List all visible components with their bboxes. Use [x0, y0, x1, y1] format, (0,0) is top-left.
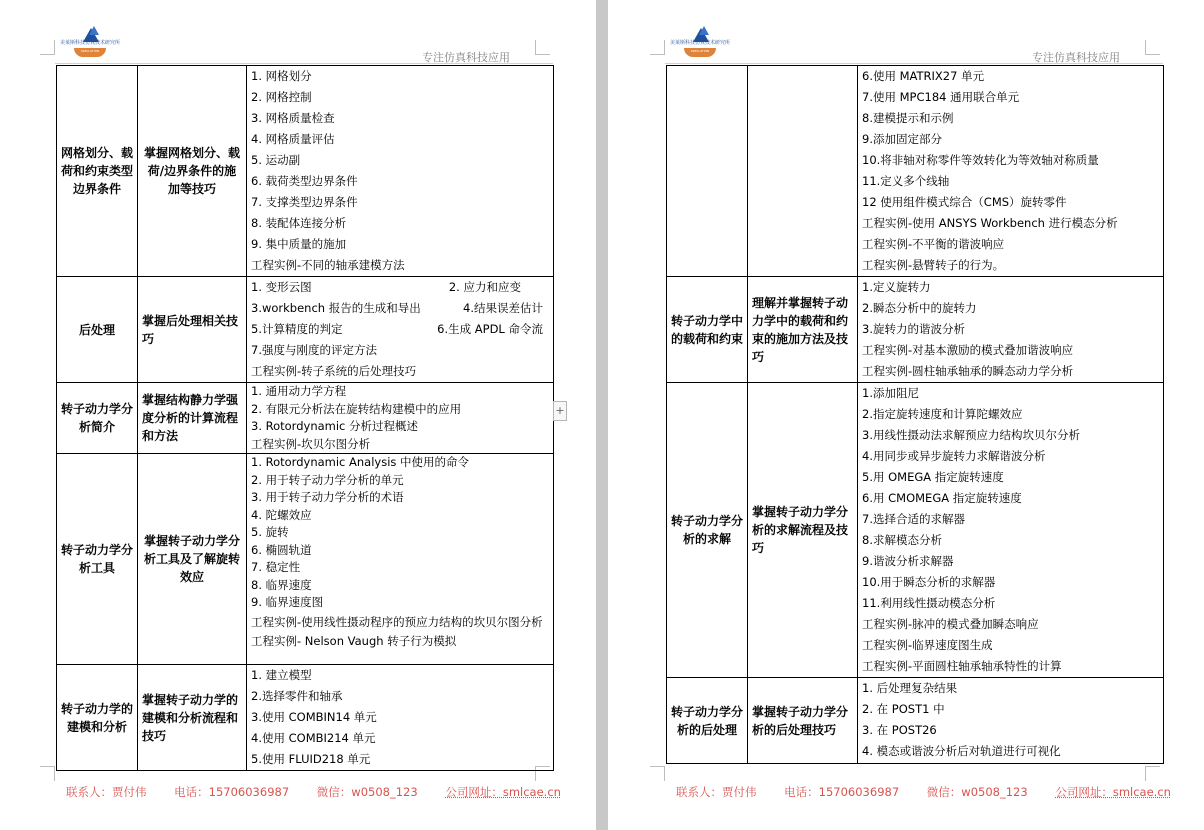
list-item: 10.将非轴对称零件等效转化为等效轴对称质量 [862, 153, 1099, 167]
list-item: 工程实例-不同的轴承建模方法 [251, 258, 405, 272]
list-item: 3.使用 COMBIN14 单元 [251, 710, 377, 724]
topic-cell: 转子动力学分析简介 [57, 383, 138, 454]
list-item: 5. 运动副 [251, 153, 301, 167]
list-item: 1. 后处理复杂结果 [862, 681, 958, 695]
list-item: 工程实例-使用 ANSYS Workbench 进行模态分析 [862, 216, 1118, 230]
list-item: 12 使用组件模式综合（CMS）旋转零件 [862, 195, 1067, 209]
list-item: 1. Rotordynamic Analysis 中使用的命令 [251, 455, 470, 469]
items-cell [247, 665, 554, 771]
list-item: 10.用于瞬态分析的求解器 [862, 575, 996, 589]
list-item: 4.用同步或异步旋转力求解谐波分析 [862, 449, 1046, 463]
header-tagline: 专注仿真科技应用 [1032, 51, 1120, 64]
goal-cell: 掌握结构静力学强度分析的计算流程和方法 [138, 383, 247, 454]
table-row [667, 277, 1164, 383]
list-item: 2. 用于转子动力学分析的单元 [251, 472, 404, 487]
topic-cell: 转子动力学分析的后处理 [667, 678, 748, 764]
table-row [667, 383, 1164, 678]
goal-cell [748, 66, 858, 277]
list-item: 2. 有限元分析法在旋转结构建模中的应用 [251, 401, 462, 416]
topic-cell: 网格划分、载荷和约束类型边界条件 [57, 66, 138, 277]
header-divider [55, 63, 553, 64]
list-item: 5. 旋转 [251, 525, 289, 539]
list-item: 2.选择零件和轴承 [251, 689, 343, 703]
list-item: 3. 在 POST26 [862, 723, 937, 737]
page-footer [66, 784, 585, 800]
list-item: 工程实例-平面圆柱轴承轴承特性的计算 [862, 659, 1062, 673]
crop-mark [1145, 40, 1160, 55]
header-divider [665, 63, 1163, 64]
list-item: 5.计算精度的判定 6.生成 APDL 命令流 [251, 322, 543, 336]
items-cell [858, 66, 1164, 277]
list-item: 工程实例-临界速度图生成 [862, 638, 993, 652]
list-item: 工程实例-转子系统的后处理技巧 [251, 364, 417, 378]
goal-cell: 掌握转子动力学分析工具及了解旋转效应 [138, 454, 247, 665]
topic-cell: 转子动力学分析的求解 [667, 383, 748, 678]
document-page-left [0, 0, 596, 830]
table-row [57, 277, 554, 383]
list-item: 2.瞬态分析中的旋转力 [862, 301, 977, 315]
list-item: 2.指定旋转速度和计算陀螺效应 [862, 407, 1023, 421]
list-item: 7. 稳定性 [251, 560, 301, 574]
footer-contact: 联系人：贾付伟 [66, 785, 147, 799]
list-item: 7. 支撑类型边界条件 [251, 195, 358, 209]
table-row [57, 454, 554, 665]
list-item: 8.建模提示和示例 [862, 111, 954, 125]
list-item: 3. 网格质量检查 [251, 111, 335, 125]
table-row [667, 678, 1164, 764]
list-item: 8. 装配体连接分析 [251, 216, 347, 230]
list-item: 1. 建立模型 [251, 668, 312, 682]
list-item: 7.使用 MPC184 通用联合单元 [862, 90, 1020, 104]
list-item: 6. 载荷类型边界条件 [251, 174, 358, 188]
items-cell [858, 277, 1164, 383]
goal-cell: 掌握后处理相关技巧 [138, 277, 247, 383]
list-item: 工程实例-对基本激励的模式叠加谐波响应 [862, 343, 1074, 357]
list-item: 4. 网格质量评估 [251, 132, 335, 146]
expand-button[interactable]: + [553, 401, 567, 421]
list-item: 3.用线性摄动法求解预应力结构坎贝尔分析 [862, 428, 1080, 442]
list-item: 7.强度与刚度的评定方法 [251, 343, 377, 357]
header-tagline: 专注仿真科技应用 [422, 51, 510, 64]
list-item: 8. 临界速度 [251, 577, 312, 592]
list-item: 2. 网格控制 [251, 90, 312, 104]
list-item: 3.旋转力的谐波分析 [862, 322, 965, 336]
crop-mark [535, 40, 550, 55]
crop-mark [1145, 766, 1160, 781]
list-item: 3. 用于转子动力学分析的术语 [251, 490, 404, 504]
list-item: 6.使用 MATRIX27 单元 [862, 69, 985, 83]
items-cell [247, 454, 554, 665]
table-row [57, 383, 554, 454]
list-item: 4. 陀螺效应 [251, 507, 312, 522]
list-item: 9.添加固定部分 [862, 132, 942, 146]
goal-cell: 掌握转子动力学分析的后处理技巧 [748, 678, 858, 764]
list-item: 8.求解模态分析 [862, 533, 942, 547]
table-row [57, 66, 554, 277]
topic-cell: 转子动力学分析工具 [57, 454, 138, 665]
footer-wechat: 微信：w0508_123 [926, 785, 1028, 799]
footer-website-link[interactable]: 公司网址：smlcae.cn [1055, 785, 1171, 799]
items-cell [858, 383, 1164, 678]
document-page-right [608, 0, 1204, 830]
list-item: 11.定义多个线轴 [862, 174, 950, 188]
goal-cell: 掌握网格划分、载荷/边界条件的施加等技巧 [138, 66, 247, 277]
course-table-right [666, 65, 1164, 764]
items-cell [858, 678, 1164, 764]
page-gutter [596, 0, 608, 830]
list-item: 2. 在 POST1 中 [862, 702, 945, 716]
company-logo: 美莱斯科技仿真技术研究所 SIMULATION [664, 24, 736, 64]
company-logo: 美莱斯科技仿真技术研究所 SIMULATION [54, 24, 126, 64]
list-item: 1. 变形云图 2. 应力和应变 [251, 280, 521, 294]
crop-mark [650, 40, 665, 55]
topic-cell: 转子动力学中的载荷和约束 [667, 277, 748, 383]
list-item: 6.用 CMOMEGA 指定旋转速度 [862, 491, 1022, 505]
list-item: 5.使用 FLUID218 单元 [251, 752, 371, 766]
table-row [667, 66, 1164, 277]
list-item: 工程实例-悬臂转子的行为。 [862, 258, 1005, 272]
crop-mark [40, 40, 55, 55]
list-item: 3.workbench 报告的生成和导出 4.结果误差估计 [251, 301, 543, 315]
list-item: 9. 集中质量的施加 [251, 237, 347, 251]
list-item: 9.谐波分析求解器 [862, 554, 954, 568]
list-item: 5.用 OMEGA 指定旋转速度 [862, 470, 1004, 484]
footer-website-link[interactable]: 公司网址：smlcae.cn [445, 785, 561, 799]
table-row [57, 665, 554, 771]
goal-cell: 掌握转子动力学分析的求解流程及技巧 [748, 383, 858, 678]
list-item: 4.使用 COMBI214 单元 [251, 731, 376, 745]
list-item: 工程实例-脉冲的模式叠加瞬态响应 [862, 617, 1039, 631]
footer-wechat: 微信：w0508_123 [316, 785, 418, 799]
footer-contact: 联系人：贾付伟 [676, 785, 757, 799]
items-cell [247, 277, 554, 383]
list-item: 1. 通用动力学方程 [251, 384, 347, 398]
list-item: 9. 临界速度图 [251, 595, 324, 609]
list-item: 6. 椭圆轨道 [251, 542, 312, 557]
goal-cell: 掌握转子动力学的建模和分析流程和技巧 [138, 665, 247, 771]
topic-cell [667, 66, 748, 277]
list-item: 1. 网格划分 [251, 69, 312, 83]
list-item: 1.添加阻尼 [862, 386, 919, 400]
list-item: 工程实例-使用线性摄动程序的预应力结构的坎贝尔图分析 [251, 614, 543, 629]
topic-cell: 转子动力学的建模和分析 [57, 665, 138, 771]
footer-phone: 电话：15706036987 [784, 785, 900, 799]
course-table-left [56, 65, 554, 771]
list-item: 7.选择合适的求解器 [862, 512, 965, 526]
list-item: 3. Rotordynamic 分析过程概述 [251, 419, 419, 433]
list-item: 11.利用线性摄动模态分析 [862, 596, 996, 610]
list-item: 工程实例-圆柱轴承轴承的瞬态动力学分析 [862, 364, 1074, 378]
goal-cell: 理解并掌握转子动力学中的载荷和约束的施加方法及技巧 [748, 277, 858, 383]
items-cell [247, 383, 554, 454]
footer-phone: 电话：15706036987 [174, 785, 290, 799]
crop-mark [650, 766, 665, 781]
topic-cell: 后处理 [57, 277, 138, 383]
list-item: 工程实例- Nelson Vaugh 转子行为模拟 [251, 633, 457, 648]
list-item: 1.定义旋转力 [862, 280, 931, 294]
items-cell [247, 66, 554, 277]
crop-mark [40, 766, 55, 781]
page-footer [676, 784, 1195, 800]
list-item: 工程实例-不平衡的谐波响应 [862, 237, 1005, 251]
list-item: 4. 模态或谐波分析后对轨道进行可视化 [862, 744, 1061, 758]
list-item: 工程实例-坎贝尔图分析 [251, 436, 371, 451]
